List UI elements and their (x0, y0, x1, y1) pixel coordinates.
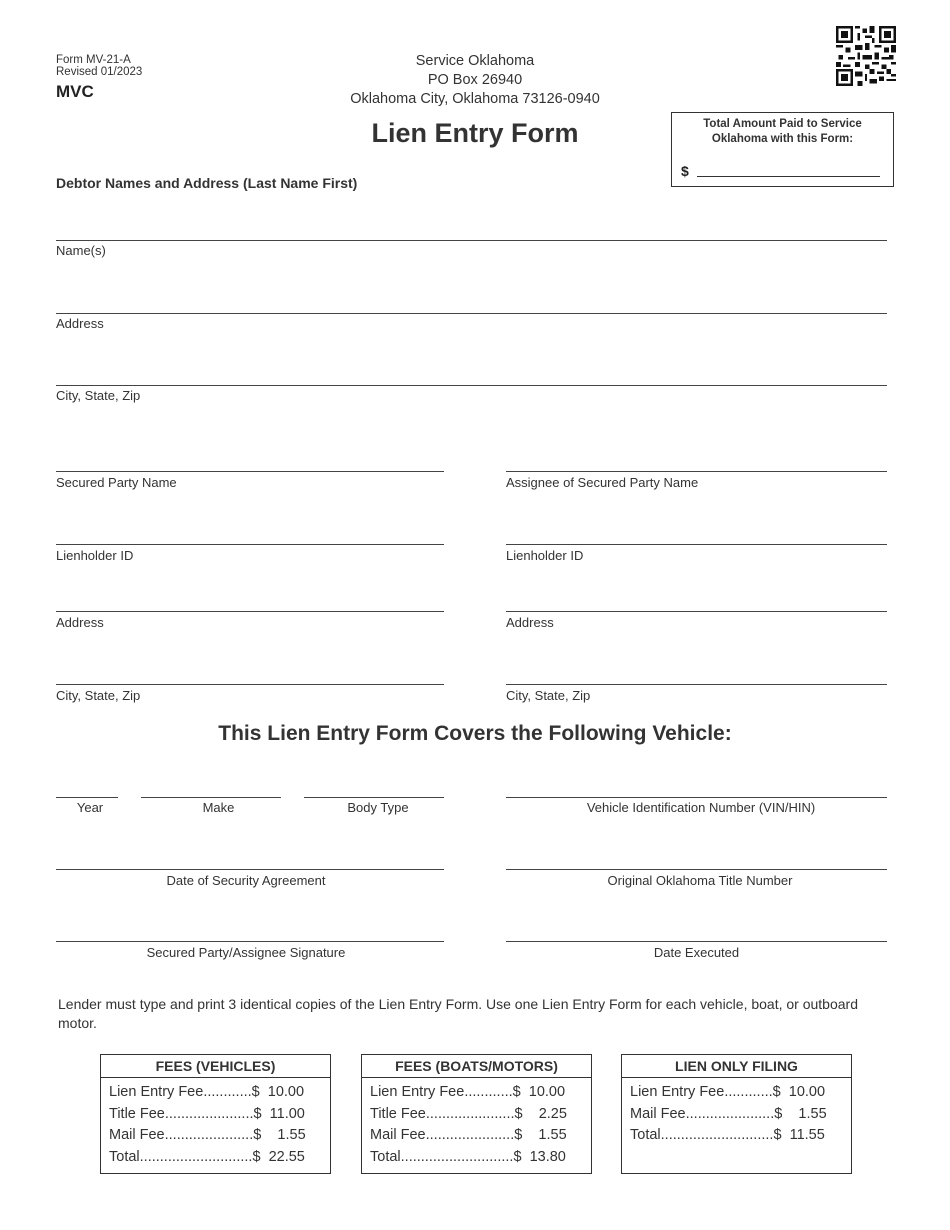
debtor-name-field[interactable] (56, 240, 887, 241)
vehicle-make-field[interactable] (141, 797, 281, 798)
signature-field[interactable] (56, 941, 444, 942)
secured-party-address-field[interactable] (56, 611, 444, 612)
agency-city: Oklahoma City, Oklahoma 73126-0940 (350, 91, 600, 107)
secured-party-lienholder-field[interactable] (56, 544, 444, 545)
fee-row: Lien Entry Fee ............ $ 10.00 (370, 1084, 566, 1100)
fee-row-total: Total ............................ $ 22.55 (109, 1148, 305, 1165)
secured-party-city-field[interactable] (56, 684, 444, 685)
instructions-note: Lender must type and print 3 identical copies of the Lien Entry Form. Use one Lien Entry Form for each vehicle, boat, or outboard motor. (58, 996, 858, 1031)
debtor-address-field[interactable] (56, 313, 887, 314)
assignee-city-label: City, State, Zip (506, 688, 591, 703)
vehicle-vin-field[interactable] (506, 797, 887, 798)
payment-amount-field[interactable] (697, 176, 880, 177)
debtor-address-label: Address (56, 316, 104, 331)
lien-only-title: LIEN ONLY FILING (622, 1055, 851, 1078)
agency-name: Service Oklahoma (415, 53, 535, 69)
vehicle-vin-label: Vehicle Identification Number (VIN/HIN) (586, 800, 816, 815)
assignee-name-field[interactable] (506, 471, 887, 472)
vehicle-body-field[interactable] (304, 797, 444, 798)
security-agreement-date-label: Date of Security Agreement (166, 873, 326, 888)
assignee-address-field[interactable] (506, 611, 887, 612)
assignee-city-field[interactable] (506, 684, 887, 685)
fee-row-total: Total ............................ $ 11.55 (630, 1127, 825, 1143)
title-number-field[interactable] (506, 869, 887, 870)
debtor-name-label: Name(s) (56, 243, 106, 258)
debtor-city-field[interactable] (56, 385, 887, 386)
fee-row: Mail Fee ...................... $ 1.55 (370, 1127, 567, 1143)
secured-party-name-field[interactable] (56, 471, 444, 472)
fees-vehicles-table (100, 1054, 331, 1174)
revised-date: Revised 01/2023 (56, 66, 143, 78)
vehicle-heading: This Lien Entry Form Covers the Following Vehicle: (218, 722, 732, 745)
secured-party-lienholder-label: Lienholder ID (56, 548, 134, 563)
vehicle-make-label: Make (202, 800, 235, 815)
assignee-address-label: Address (506, 615, 554, 630)
signature-label: Secured Party/Assignee Signature (146, 945, 346, 960)
fees-vehicles-title: FEES (VEHICLES) (101, 1055, 330, 1078)
dollar-sign: $ (681, 163, 689, 179)
agency-po-box: PO Box 26940 (427, 72, 523, 88)
fees-boats-title: FEES (BOATS/MOTORS) (362, 1055, 591, 1078)
division-label: MVC (56, 82, 94, 101)
debtor-heading: Debtor Names and Address (Last Name First) (56, 175, 358, 191)
page-title: Lien Entry Form (371, 118, 579, 148)
fee-row: Lien Entry Fee ............ $ 10.00 (630, 1084, 826, 1100)
fee-row: Mail Fee ...................... $ 1.55 (630, 1105, 827, 1122)
assignee-lienholder-label: Lienholder ID (506, 548, 584, 563)
secured-party-name-label: Secured Party Name (56, 475, 177, 490)
payment-label: Total Amount Paid to Service Oklahoma with this Form: (703, 118, 862, 145)
date-executed-field[interactable] (506, 941, 887, 942)
form-number: Form MV-21-A (56, 54, 131, 66)
date-executed-label: Date Executed (653, 945, 740, 960)
vehicle-year-label: Year (76, 800, 104, 815)
secured-party-address-label: Address (56, 615, 104, 630)
assignee-name-label: Assignee of Secured Party Name (506, 475, 699, 490)
security-agreement-date-field[interactable] (56, 869, 444, 870)
fee-row: Title Fee ...................... $ 2.25 (370, 1105, 567, 1122)
fee-row: Lien Entry Fee ............ $ 10.00 (109, 1084, 305, 1100)
lien-only-table (621, 1054, 852, 1174)
vehicle-body-label: Body Type (347, 800, 409, 815)
payment-box (671, 112, 894, 187)
fee-row: Title Fee ...................... $ 11.00 (109, 1105, 305, 1122)
vehicle-year-field[interactable] (56, 797, 118, 798)
fees-boats-table (361, 1054, 592, 1174)
fee-row: Mail Fee ...................... $ 1.55 (109, 1127, 306, 1143)
qr-code-icon (836, 26, 896, 86)
assignee-lienholder-field[interactable] (506, 544, 887, 545)
title-number-label: Original Oklahoma Title Number (607, 873, 793, 888)
debtor-city-label: City, State, Zip (56, 388, 141, 403)
secured-party-city-label: City, State, Zip (56, 688, 141, 703)
fee-row-total: Total ............................ $ 13.80 (370, 1148, 566, 1165)
